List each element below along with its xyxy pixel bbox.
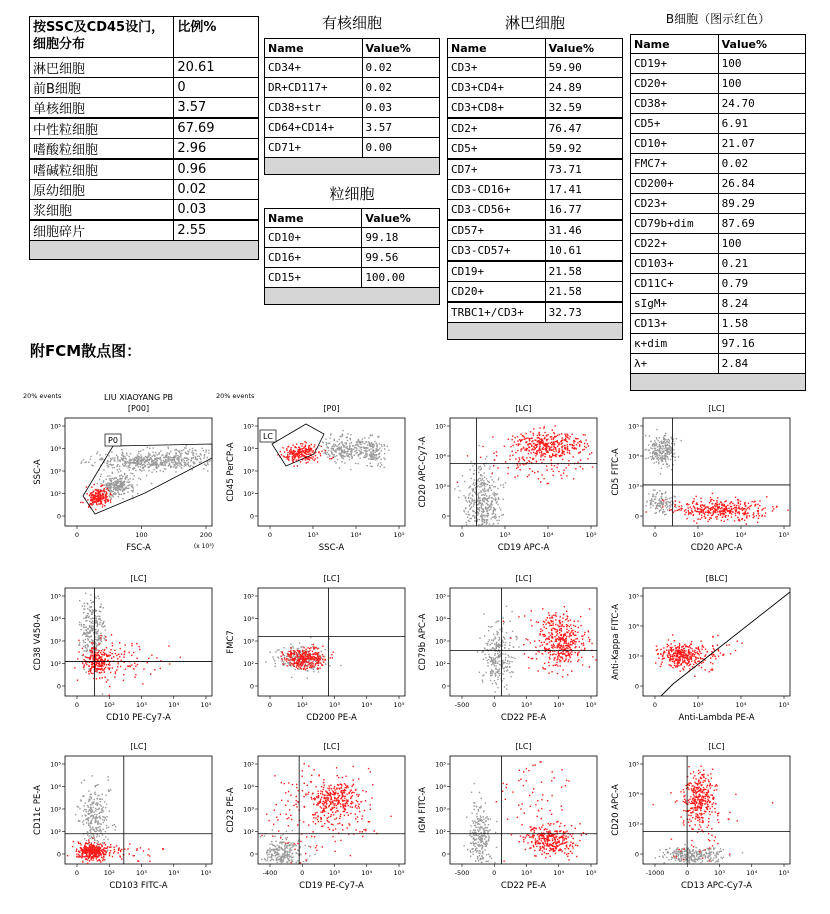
x-axis-label: FSC-A: [126, 543, 151, 553]
table-header-cell: Value%: [362, 39, 440, 58]
x-tick-label: 10³: [329, 701, 340, 709]
marker-name: sIgM+: [631, 294, 719, 314]
marker-name: CD5+: [448, 139, 546, 160]
nucleated-cells-title: 有核细胞: [321, 14, 382, 32]
marker-name: CD38+: [631, 94, 719, 114]
y-tick-label: 10⁴: [628, 452, 639, 461]
marker-name: 嗜酸粒细胞: [30, 139, 174, 160]
marker-value: 21.58: [545, 282, 622, 303]
plot-frame: [65, 418, 212, 526]
marker-name: CD19+: [631, 54, 719, 74]
marker-value: 21.07: [718, 134, 805, 154]
gate-label: P0: [108, 436, 118, 445]
marker-value: 100: [718, 234, 805, 254]
marker-value: 0.21: [718, 254, 805, 274]
x-axis-label: CD22 PE-A: [500, 881, 547, 891]
marker-name: λ+: [631, 354, 719, 374]
marker-value: 100: [718, 54, 805, 74]
marker-value: 16.77: [545, 200, 622, 221]
y-axis-label: IGM FITC-A: [418, 787, 428, 833]
marker-value: 24.70: [718, 94, 805, 114]
x-tick-label: 0: [74, 531, 80, 539]
x-tick-label: 10³: [136, 869, 147, 877]
y-tick-label: 0: [56, 850, 61, 859]
x-tick-label: -500: [454, 701, 470, 709]
granulocytes-title: 粒细胞: [329, 185, 375, 203]
y-axis-label: CD5 FITC-A: [611, 448, 621, 496]
marker-name: TRBC1+/CD3+: [448, 302, 546, 323]
y-tick-label: 10⁴: [435, 783, 446, 791]
marker-value: 76.47: [545, 118, 622, 139]
x-tick-label: 10⁵: [585, 701, 597, 709]
plot-gate-label: [LC]: [515, 742, 532, 751]
x-tick-label: 10²: [103, 701, 115, 709]
marker-value: 99.18: [362, 228, 440, 248]
y-tick-label: 10⁵: [435, 592, 446, 601]
y-tick-label: 10⁵: [435, 760, 446, 769]
marker-name: CD200+: [631, 174, 719, 194]
x-axis-label: CD22 PE-A: [500, 713, 547, 723]
x-axis-label: SSC-A: [318, 543, 345, 553]
marker-value: 3.57: [362, 118, 440, 138]
table-header-cell: Name: [448, 39, 546, 58]
y-tick-label: 10⁴: [628, 622, 639, 631]
y-tick-label: 0: [56, 682, 61, 691]
scatter-plot-4: [611, 404, 790, 553]
plot-frame: [450, 418, 597, 526]
plot-frame: [643, 756, 790, 864]
y-tick-label: 10⁴: [628, 790, 639, 799]
x-axis-label: CD103 FITC-A: [109, 881, 168, 891]
y-tick-label: 10³: [628, 482, 639, 491]
marker-value: 100: [718, 74, 805, 94]
marker-value: 17.41: [545, 180, 622, 200]
x-tick-label: 10³: [692, 701, 704, 709]
scatter-plot-11: [418, 742, 597, 891]
marker-name: 中性粒细胞: [30, 118, 174, 139]
marker-value: 0.96: [174, 159, 259, 180]
marker-name: CD3-CD56+: [448, 200, 546, 221]
x-tick-label: 0: [492, 869, 497, 877]
marker-name: CD10+: [631, 134, 719, 154]
marker-name: CD19+: [448, 261, 546, 282]
x-tick-label: 10⁴: [168, 869, 180, 877]
table-header-cell: Name: [265, 209, 362, 228]
x-tick-label: 10³: [521, 701, 532, 709]
scatter-plot-6: [226, 574, 405, 723]
y-tick-label: 10⁵: [50, 592, 61, 601]
x-tick-label: 10³: [521, 869, 532, 877]
y-tick-label: 10⁴: [243, 445, 254, 453]
y-tick-label: 0: [441, 512, 446, 521]
x-tick-label: 0: [459, 531, 465, 539]
marker-name: 嗜碱粒细胞: [30, 159, 174, 180]
y-tick-label: 0: [249, 850, 254, 859]
y-tick-label: 10⁵: [50, 760, 61, 769]
table-header-cell: Value%: [362, 209, 440, 228]
plot-gate-label: [LC]: [130, 742, 147, 751]
y-tick-label: 0: [441, 682, 446, 691]
table-header-cell: Name: [631, 35, 719, 54]
y-axis-label: CD45 PerCP-A: [226, 442, 236, 502]
x-tick-label: 10⁵: [778, 869, 790, 877]
fcm-section-title: 附FCM散点图：: [30, 342, 142, 360]
x-axis-label: CD13 APC-Cy7-A: [680, 881, 753, 891]
x-tick-label: 10²: [296, 701, 308, 709]
y-tick-label: 10³: [243, 805, 254, 814]
x-axis-label: CD19 APC-A: [497, 543, 550, 553]
plot-gate-label: [LC]: [515, 574, 532, 583]
marker-value: 0.79: [718, 274, 805, 294]
x-axis-label: CD20 APC-A: [690, 543, 743, 553]
y-tick-label: 0: [441, 850, 446, 859]
y-tick-label: 10²: [243, 828, 254, 836]
y-tick-label: 0: [249, 682, 254, 691]
marker-name: CD34+: [265, 58, 363, 78]
marker-value: 2.96: [174, 139, 259, 160]
y-tick-label: 10⁵: [435, 422, 446, 431]
marker-value: 100.00: [362, 268, 440, 288]
marker-value: 24.89: [545, 78, 622, 98]
marker-name: CD103+: [631, 254, 719, 274]
y-tick-label: 10⁴: [50, 783, 61, 791]
marker-name: 单核细胞: [30, 98, 174, 119]
x-tick-label: 0: [652, 531, 658, 539]
x-tick-label: 0: [300, 869, 305, 877]
marker-value: 0: [174, 78, 259, 98]
y-tick-label: 10³: [628, 652, 639, 661]
marker-value: 21.58: [545, 261, 622, 282]
y-tick-label: 10³: [435, 637, 446, 646]
y-tick-label: 10³: [50, 467, 61, 476]
y-axis-label: CD38 V450-A: [33, 613, 43, 671]
x-tick-label: 10⁵: [393, 701, 405, 709]
plot-gate-label: [LC]: [515, 404, 532, 413]
x-tick-label: 100: [135, 531, 148, 539]
marker-value: 0.00: [362, 138, 440, 158]
x-tick-label: 10⁵: [200, 701, 212, 709]
marker-name: 原幼细胞: [30, 180, 174, 200]
scatter-plot-12: [611, 742, 790, 891]
y-axis-label: FMC7: [226, 630, 236, 654]
table-header-cell: Name: [265, 39, 363, 58]
marker-name: 前B细胞: [30, 78, 174, 98]
marker-value: 97.16: [718, 334, 805, 354]
y-axis-label: Anti-Kappa FITC-A: [611, 603, 621, 681]
plot-title: LIU XIAOYANG PB: [103, 393, 174, 402]
x-tick-label: 10⁴: [350, 531, 362, 539]
x-tick-label: 10³: [692, 531, 704, 539]
table-header-cell: Value%: [718, 35, 805, 54]
y-tick-label: 10³: [50, 637, 61, 646]
scatter-plot-3: [418, 404, 597, 553]
x-tick-label: 0: [267, 701, 273, 709]
y-tick-label: 10³: [50, 805, 61, 814]
table-header-cell: 按SSC及CD45设门，细胞分布: [30, 17, 174, 58]
y-axis-label: CD20 APC-A: [611, 784, 621, 836]
x-tick-label: 10⁵: [585, 869, 597, 877]
marker-name: CD79b+dim: [631, 214, 719, 234]
marker-value: 59.92: [545, 139, 622, 160]
table-header-cell: Value%: [545, 39, 622, 58]
y-axis-label: CD11c PE-A: [33, 785, 43, 835]
marker-name: CD64+CD14+: [265, 118, 363, 138]
marker-name: CD20+: [631, 74, 719, 94]
x-tick-label: -500: [454, 869, 470, 877]
table-header-cell: 比例%: [174, 17, 259, 58]
y-tick-label: 0: [249, 512, 254, 521]
y-tick-label: 10⁴: [243, 615, 254, 623]
gate-label: LC: [262, 432, 274, 441]
y-tick-label: 0: [634, 850, 639, 859]
x-tick-label: 10⁵: [393, 531, 405, 539]
y-tick-label: 10⁵: [243, 592, 254, 601]
x-tick-label: -400: [262, 869, 278, 877]
scatter-plot-8: [611, 574, 790, 723]
marker-value: 67.69: [174, 118, 259, 139]
x-tick-label: 10⁴: [361, 869, 373, 877]
marker-value: 0.03: [174, 200, 259, 221]
marker-name: CD5+: [631, 114, 719, 134]
x-tick-label: 0: [652, 701, 658, 709]
x-tick-label: 10³: [136, 701, 147, 709]
x-tick-label: 10⁵: [778, 531, 790, 539]
y-axis-label: CD79b APC-A: [418, 613, 428, 671]
marker-name: CD3+: [448, 58, 546, 78]
events-label: 20% events: [23, 392, 62, 400]
y-tick-label: 10²: [435, 660, 446, 668]
marker-name: CD38+str: [265, 98, 363, 118]
marker-name: CD23+: [631, 194, 719, 214]
scatter-plot-10: [226, 742, 405, 891]
marker-name: CD11C+: [631, 274, 719, 294]
y-tick-label: 10²: [50, 660, 61, 668]
marker-name: CD22+: [631, 234, 719, 254]
y-tick-label: 10⁴: [435, 615, 446, 623]
x-tick-label: 10²: [103, 869, 115, 877]
marker-name: CD2+: [448, 118, 546, 139]
scatter-plot-5: [33, 574, 212, 723]
marker-value: 2.55: [174, 220, 259, 241]
y-tick-label: 10⁵: [628, 422, 639, 431]
y-tick-label: 10⁴: [243, 783, 254, 791]
marker-value: 0.03: [362, 98, 440, 118]
x-tick-label: 200: [199, 531, 213, 539]
y-axis-label: CD23 PE-A: [226, 787, 236, 833]
marker-name: CD15+: [265, 268, 362, 288]
events-label: 20% events: [216, 392, 255, 400]
plot-frame: [258, 588, 405, 696]
x-tick-label: 10⁴: [553, 701, 565, 709]
x-tick-label: 10⁵: [393, 869, 405, 877]
bcells-title: B细胞（图示红色）: [665, 12, 771, 26]
y-tick-label: 10⁵: [243, 760, 254, 769]
y-tick-label: 10⁵: [628, 592, 639, 601]
x-tick-label: 10⁵: [778, 701, 790, 709]
y-tick-label: 10³: [435, 482, 446, 491]
marker-value: 32.73: [545, 302, 622, 323]
x-tick-label: 10⁴: [735, 531, 747, 539]
plot-gate-label: [LC]: [708, 742, 725, 751]
marker-value: 2.84: [718, 354, 805, 374]
marker-value: 0.02: [362, 58, 440, 78]
plot-gate-label: [LC]: [323, 574, 340, 583]
scatter-plot-1: [23, 392, 214, 553]
x-axis-label: CD200 PE-A: [306, 713, 357, 723]
marker-value: 6.91: [718, 114, 805, 134]
y-tick-label: 10³: [243, 637, 254, 646]
x-tick-label: 0: [685, 869, 690, 877]
plot-gate-label: [BLC]: [705, 574, 728, 583]
marker-name: CD16+: [265, 248, 362, 268]
marker-value: 73.71: [545, 159, 622, 180]
marker-value: 0.02: [362, 78, 440, 98]
marker-name: CD71+: [265, 138, 363, 158]
x-tick-label: 10³: [329, 869, 340, 877]
y-axis-label: SSC-A: [33, 459, 43, 485]
marker-value: 3.57: [174, 98, 259, 119]
axis-unit: (x 10³): [193, 543, 214, 550]
marker-name: CD10+: [265, 228, 362, 248]
marker-name: CD57+: [448, 220, 546, 241]
y-tick-label: 0: [56, 512, 61, 521]
marker-name: 淋巴细胞: [30, 58, 174, 78]
x-tick-label: 0: [492, 701, 497, 709]
y-tick-label: 0: [634, 682, 639, 691]
marker-name: 浆细胞: [30, 200, 174, 221]
x-tick-label: 0: [74, 701, 80, 709]
marker-value: 8.24: [718, 294, 805, 314]
marker-name: CD13+: [631, 314, 719, 334]
marker-value: 26.84: [718, 174, 805, 194]
y-axis-label: CD20 APC-Cy7-A: [418, 436, 428, 508]
marker-value: 0.02: [174, 180, 259, 200]
scatter-plot-9: [33, 742, 212, 891]
marker-value: 89.29: [718, 194, 805, 214]
marker-name: CD3+CD4+: [448, 78, 546, 98]
x-tick-label: 10⁴: [735, 701, 747, 709]
plot-gate-label: [LC]: [708, 404, 725, 413]
x-tick-label: 10³: [307, 531, 319, 539]
x-tick-label: 10⁴: [746, 869, 758, 877]
lymphocytes-title: 淋巴细胞: [504, 14, 565, 32]
marker-name: 细胞碎片: [30, 220, 174, 241]
marker-value: 31.46: [545, 220, 622, 241]
marker-value: 99.56: [362, 248, 440, 268]
y-tick-label: 10⁵: [628, 760, 639, 769]
marker-value: 10.61: [545, 241, 622, 262]
marker-name: CD3-CD57+: [448, 241, 546, 262]
y-tick-label: 10²: [243, 490, 254, 498]
x-tick-label: -1000: [645, 869, 665, 877]
y-tick-label: 0: [634, 512, 639, 521]
plot-frame: [643, 588, 790, 696]
x-tick-label: 10³: [499, 531, 511, 539]
plot-gate-label: [LC]: [323, 742, 340, 751]
y-tick-label: 10⁴: [50, 615, 61, 623]
scatter-plot-7: [418, 574, 597, 723]
x-tick-label: 10⁴: [553, 869, 565, 877]
x-tick-label: 10³: [714, 869, 725, 877]
y-tick-label: 10⁴: [50, 445, 61, 453]
y-tick-label: 10⁴: [435, 452, 446, 461]
plot-gate-label: [P0]: [323, 404, 340, 413]
x-tick-label: 10⁴: [361, 701, 373, 709]
y-tick-label: 10⁵: [243, 422, 254, 431]
marker-name: DR+CD117+: [265, 78, 363, 98]
x-tick-label: 10⁴: [168, 701, 180, 709]
x-tick-label: 10⁵: [200, 869, 212, 877]
x-axis-label: CD19 PE-Cy7-A: [299, 881, 364, 891]
marker-name: κ+dim: [631, 334, 719, 354]
marker-value: 0.02: [718, 154, 805, 174]
marker-name: CD20+: [448, 282, 546, 303]
y-tick-label: 10²: [50, 828, 61, 836]
y-tick-label: 10²: [50, 490, 61, 498]
marker-name: FMC7+: [631, 154, 719, 174]
marker-name: CD3+CD8+: [448, 98, 546, 119]
marker-value: 20.61: [174, 58, 259, 78]
marker-name: CD7+: [448, 159, 546, 180]
x-tick-label: 0: [267, 531, 273, 539]
y-tick-label: 10⁵: [50, 422, 61, 431]
marker-value: 59.90: [545, 58, 622, 78]
marker-name: CD3-CD16+: [448, 180, 546, 200]
x-tick-label: 10⁴: [542, 531, 554, 539]
y-tick-label: 10²: [243, 660, 254, 668]
marker-value: 87.69: [718, 214, 805, 234]
marker-value: 32.59: [545, 98, 622, 119]
plot-gate-label: [LC]: [130, 574, 147, 583]
marker-value: 1.58: [718, 314, 805, 334]
y-tick-label: 10²: [435, 828, 446, 836]
y-tick-label: 10³: [243, 467, 254, 476]
x-axis-label: CD10 PE-Cy7-A: [106, 713, 171, 723]
y-tick-label: 10³: [435, 805, 446, 814]
x-tick-label: 10⁵: [585, 531, 597, 539]
plot-gate-label: [P00]: [127, 404, 150, 413]
x-axis-label: Anti-Lambda PE-A: [678, 713, 755, 723]
x-tick-label: 0: [74, 869, 80, 877]
scatter-plot-2: [216, 392, 405, 553]
y-tick-label: 10³: [628, 820, 639, 829]
